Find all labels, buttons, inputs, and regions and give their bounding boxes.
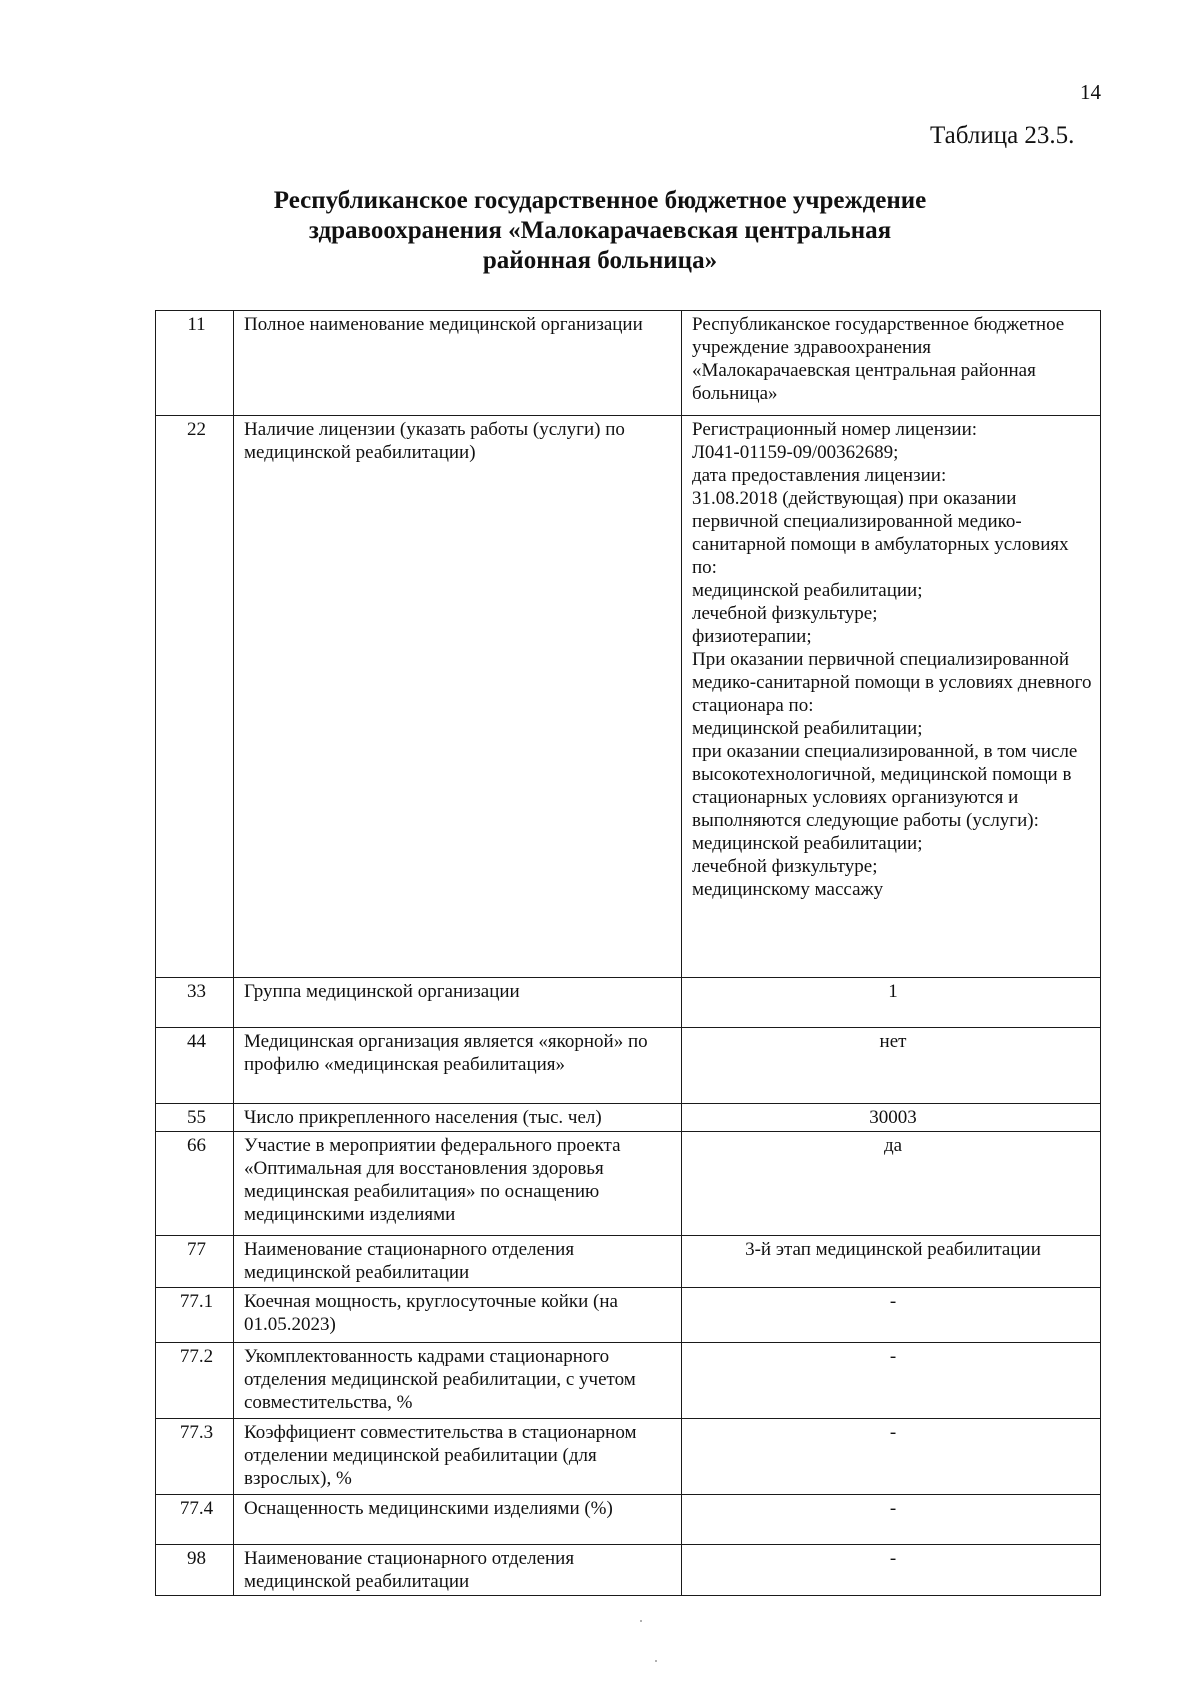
license-line: медицинскому массажу (692, 879, 884, 900)
row-label: Наименование стационарного отделения медицинской реабилитации (234, 1236, 682, 1288)
row-label: Наименование стационарного отделения медицинской реабилитации (234, 1545, 682, 1596)
row-number: 77 (156, 1236, 234, 1288)
table-row (156, 311, 1101, 416)
row-label: Коечная мощность, круглосуточные койки (на 01.05.2023) (234, 1288, 682, 1343)
table-row (156, 1132, 1101, 1236)
row-label: Оснащенность медицинскими изделиями (%) (234, 1495, 682, 1545)
row-value: - (682, 1419, 1101, 1495)
license-line: лечебной физкультуре; (692, 856, 878, 877)
row-number: 77.2 (156, 1343, 234, 1419)
row-value: нет (682, 1028, 1101, 1104)
row-number: 77.3 (156, 1419, 234, 1495)
table-row (156, 1028, 1101, 1104)
table-row (156, 1104, 1101, 1132)
table-row (156, 1495, 1101, 1545)
table-row (156, 1419, 1101, 1495)
row-value: 30003 (682, 1104, 1101, 1132)
table-row (156, 1343, 1101, 1419)
row-label: Медицинская организация является «якорной» по профилю «медицинская реабилитация» (234, 1028, 682, 1104)
row-number: 77.4 (156, 1495, 234, 1545)
row-number: 77.1 (156, 1288, 234, 1343)
license-line: лечебной физкультуре; (692, 603, 878, 624)
row-number: 22 (156, 416, 234, 978)
title-line: Республиканское государственное бюджетное учреждение (273, 187, 927, 214)
license-line: дата предоставления лицензии: (692, 465, 947, 486)
row-number: 55 (156, 1104, 234, 1132)
table-row (156, 978, 1101, 1028)
license-line: медицинской реабилитации; (692, 718, 923, 739)
row-value: - (682, 1343, 1101, 1419)
row-value: - (682, 1288, 1101, 1343)
row-label: Коэффициент совместительства в стационарном отделении медицинской реабилитации (для взрослых), % (234, 1419, 682, 1495)
license-line: При оказании первичной специализированной медико-санитарной помощи в условиях дневного стационара по: (692, 649, 1092, 716)
scan-artifact (640, 1620, 642, 1622)
row-label: Укомплектованность кадрами стационарного отделения медицинской реабилитации, с учетом совместительства, % (234, 1343, 682, 1419)
table-row (156, 416, 1101, 978)
row-value: - (682, 1545, 1101, 1596)
license-line: при оказании специализированной, в том числе высокотехнологичной, медицинской помощи в стационарных условиях организуются и выполняются следующие работы (услуги): медицинской реабилитации; (692, 741, 1078, 854)
scan-artifact (655, 1660, 657, 1662)
title-line: районная больница» (482, 247, 718, 274)
license-line: 31.08.2018 (действующая) при оказании первичной специализированной медико-санитарной помощи в амбулаторных условиях по: (692, 488, 1069, 578)
license-line: Л041-01159-09/00362689; (692, 442, 899, 463)
license-line: медицинской реабилитации; (692, 580, 923, 601)
table-row (156, 1545, 1101, 1596)
row-label: Полное наименование медицинской организации (234, 311, 682, 416)
info-table (155, 310, 1101, 1596)
row-label: Группа медицинской организации (234, 978, 682, 1028)
table-row (156, 1288, 1101, 1343)
page-number: 14 (1080, 80, 1101, 104)
row-number: 33 (156, 978, 234, 1028)
table-row (156, 1236, 1101, 1288)
row-number: 11 (156, 311, 234, 416)
row-value: да (682, 1132, 1101, 1236)
row-label: Участие в мероприятии федерального проекта «Оптимальная для восстановления здоровья медицинская реабилитация» по оснащению медицинскими изделиями (234, 1132, 682, 1236)
row-number: 44 (156, 1028, 234, 1104)
row-label: Наличие лицензии (указать работы (услуги) по медицинской реабилитации) (234, 416, 682, 978)
license-line: Регистрационный номер лицензии: (692, 419, 978, 440)
row-value: 1 (682, 978, 1101, 1028)
row-value: Республиканское государственное бюджетное учреждение здравоохранения «Малокарачаевская центральная районная больница» (682, 311, 1101, 416)
document-title (150, 186, 1050, 276)
row-number: 98 (156, 1545, 234, 1596)
license-line: физиотерапии; (692, 626, 812, 647)
row-value: 3-й этап медицинской реабилитации (682, 1236, 1101, 1288)
row-value-license (682, 416, 1101, 978)
row-label: Число прикрепленного населения (тыс. чел) (234, 1104, 682, 1132)
row-value: - (682, 1495, 1101, 1545)
row-number: 66 (156, 1132, 234, 1236)
table-label: Таблица 23.5. (930, 122, 1075, 149)
title-line: здравоохранения «Малокарачаевская центральная (308, 217, 892, 244)
